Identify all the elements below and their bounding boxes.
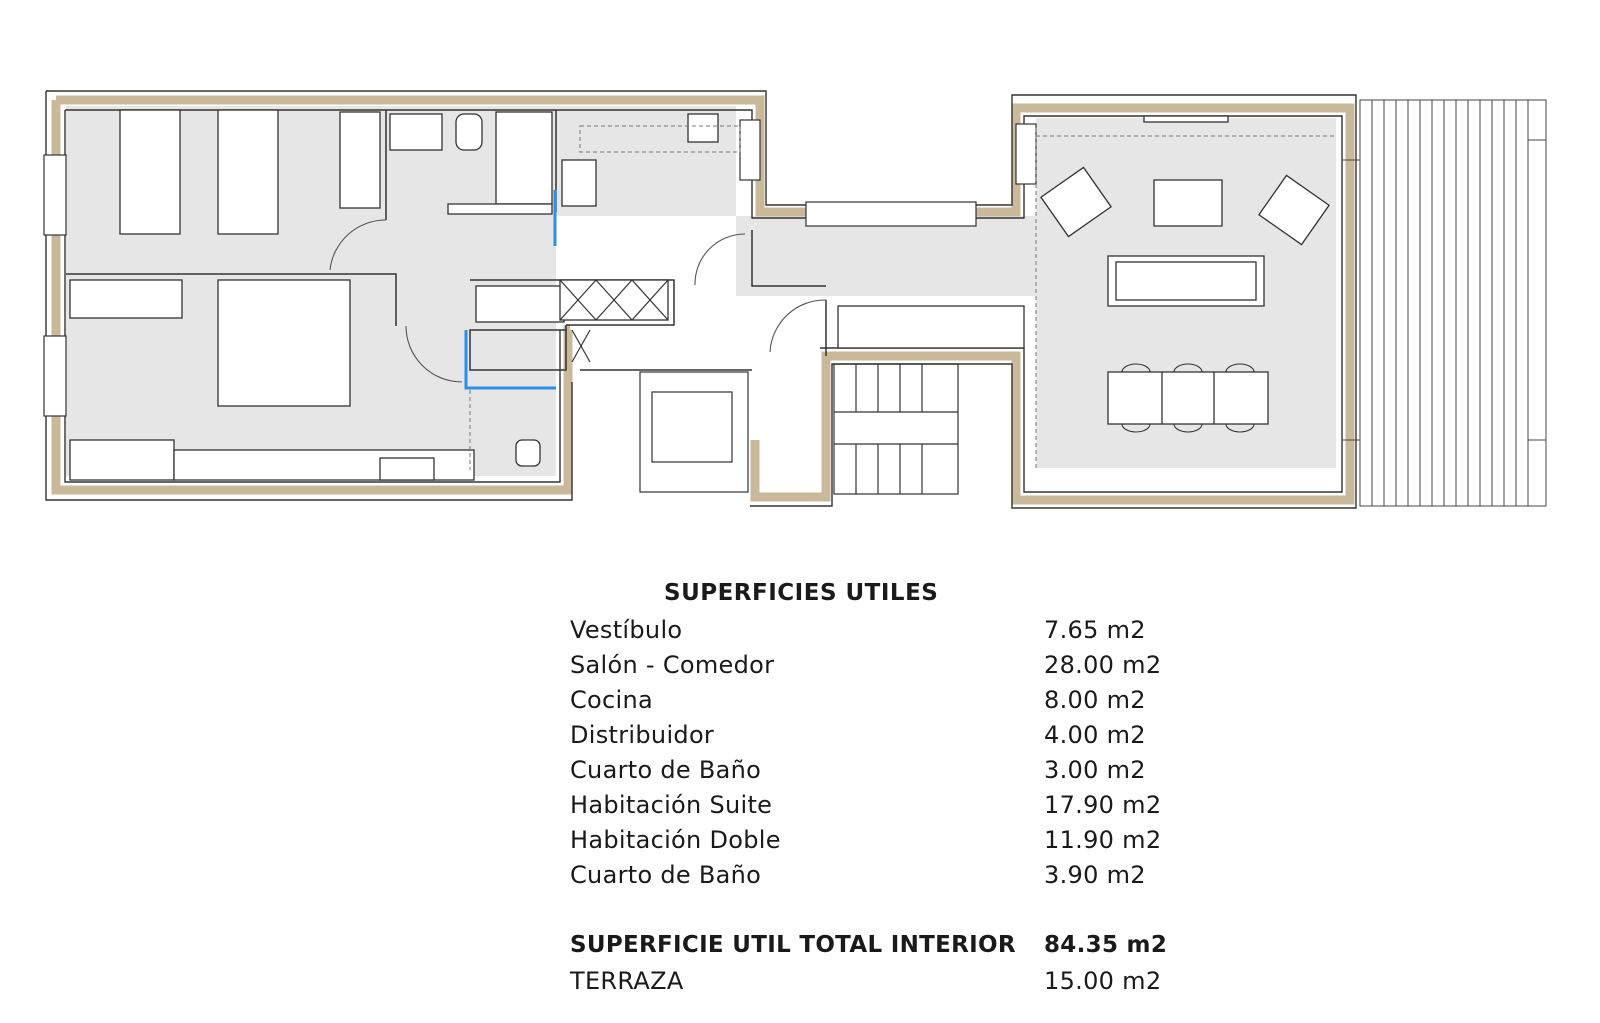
row-name: Cuarto de Baño <box>570 756 762 784</box>
terrace-value: 15.00 m2 <box>1044 967 1162 995</box>
row-value: 3.00 m2 <box>1044 756 1146 784</box>
total-label: SUPERFICIE UTIL TOTAL INTERIOR <box>570 932 1016 958</box>
total-value: 84.35 m2 <box>1044 932 1168 958</box>
row-value: 17.90 m2 <box>1044 791 1162 819</box>
row-value: 8.00 m2 <box>1044 686 1146 714</box>
terrace-label: TERRAZA <box>570 967 684 995</box>
row-value: 28.00 m2 <box>1044 651 1162 679</box>
row-name: Cuarto de Baño <box>570 861 762 889</box>
row-name: Habitación Doble <box>570 826 781 854</box>
row-value: 7.65 m2 <box>1044 616 1146 644</box>
row-value: 4.00 m2 <box>1044 721 1146 749</box>
row-name: Salón - Comedor <box>570 651 775 679</box>
row-value: 11.90 m2 <box>1044 826 1162 854</box>
table-title: SUPERFICIES UTILES <box>664 580 939 606</box>
row-name: Habitación Suite <box>570 791 773 819</box>
row-name: Vestíbulo <box>570 616 683 644</box>
row-name: Distribuidor <box>570 721 715 749</box>
row-name: Cocina <box>570 686 654 714</box>
row-value: 3.90 m2 <box>1044 861 1146 889</box>
